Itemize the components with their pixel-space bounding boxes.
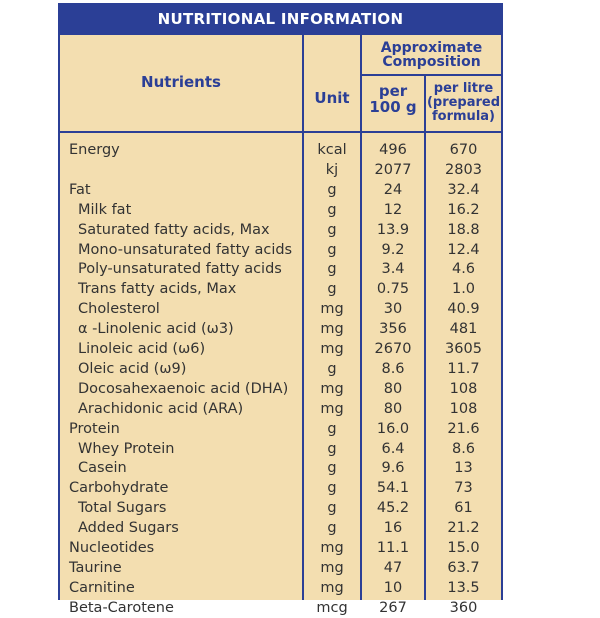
nutrient-name: Mono-unsaturated fatty acids	[78, 241, 293, 258]
nutrient-unit: kj	[325, 161, 339, 178]
table-row	[60, 221, 501, 240]
table-row	[60, 340, 501, 359]
nutrient-unit: g	[327, 460, 337, 477]
table-row	[60, 459, 501, 478]
nutrient-name: Oleic acid (ω9)	[78, 360, 187, 377]
nutrient-unit: g	[327, 261, 337, 278]
header-approximate-line2: Composition	[382, 54, 481, 70]
nutrient-unit: mg	[320, 540, 344, 556]
value-per-100g: 267	[379, 599, 407, 616]
value-per-100g: 0.75	[376, 281, 410, 298]
nutrient-unit: g	[327, 221, 337, 238]
value-per-litre: 1.0	[451, 281, 476, 298]
panel-title: NUTRITIONAL INFORMATION	[60, 3, 501, 35]
nutrient-name: Total Sugars	[78, 500, 167, 517]
table-row	[60, 201, 501, 220]
nutrient-unit: g	[327, 520, 337, 537]
value-per-litre: 61	[454, 500, 473, 517]
header-unit: Unit	[314, 89, 350, 107]
nutrient-name: Cholesterol	[78, 301, 160, 318]
nutrient-unit: g	[327, 420, 337, 437]
table-row	[60, 559, 501, 578]
nutrient-name: Arachidonic acid (ARA)	[78, 400, 244, 417]
nutrient-unit: mg	[320, 321, 344, 338]
table-row	[60, 320, 501, 339]
value-per-litre: 13.5	[447, 579, 480, 596]
table-row	[60, 300, 501, 319]
table-row	[60, 479, 501, 498]
nutrient-name: Carbohydrate	[69, 480, 169, 497]
header-per-100g	[362, 83, 424, 115]
nutrient-name: Saturated fatty acids, Max	[78, 221, 270, 238]
value-per-100g: 9.2	[381, 241, 405, 258]
nutrient-unit: g	[327, 281, 337, 298]
nutrient-unit: kcal	[317, 142, 347, 158]
value-per-litre: 18.8	[447, 221, 480, 238]
header-per-100g-line1: per	[378, 82, 408, 100]
nutrient-unit: mcg	[316, 599, 348, 616]
value-per-100g: 12	[383, 201, 403, 218]
nutrient-name: Nucleotides	[69, 540, 155, 556]
value-per-100g: 16.0	[376, 420, 410, 437]
header-per-100g-line2: 100 g	[369, 98, 417, 116]
value-per-litre: 8.6	[451, 440, 476, 457]
table-row	[60, 181, 501, 200]
value-per-100g: 2670	[374, 341, 412, 357]
value-per-100g: 80	[383, 400, 403, 417]
value-per-litre: 4.6	[451, 261, 476, 278]
value-per-100g: 9.6	[381, 460, 405, 477]
value-per-litre: 2803	[445, 161, 482, 178]
nutrient-name: Carnitine	[69, 579, 135, 596]
nutrient-name: Protein	[69, 420, 120, 437]
nutrient-name: Energy	[69, 142, 120, 158]
nutrient-name: Fat	[69, 181, 91, 198]
nutrient-name: α -Linolenic acid (ω3)	[78, 321, 234, 338]
value-per-100g: 356	[379, 321, 407, 338]
nutrient-unit: g	[327, 440, 337, 457]
nutrient-unit: g	[327, 181, 337, 198]
table-row	[60, 141, 501, 160]
value-per-100g: 13.9	[376, 221, 410, 238]
nutrient-name: Milk fat	[78, 201, 132, 218]
value-per-litre: 16.2	[447, 201, 480, 218]
table-row	[60, 420, 501, 439]
table-row	[60, 400, 501, 419]
value-per-100g: 47	[383, 559, 403, 576]
nutrient-unit: mg	[320, 341, 344, 357]
value-per-litre: 32.4	[447, 181, 480, 198]
value-per-litre: 11.7	[447, 360, 480, 377]
value-per-100g: 496	[379, 142, 407, 158]
nutrient-name: Whey Protein	[78, 440, 175, 457]
table-row	[60, 360, 501, 379]
value-per-litre: 3605	[445, 341, 482, 357]
nutrient-name: Poly-unsaturated fatty acids	[78, 261, 282, 278]
value-per-litre: 108	[449, 400, 478, 417]
table-row	[60, 579, 501, 598]
value-per-100g: 11.1	[376, 540, 410, 556]
value-per-litre: 12.4	[447, 241, 480, 258]
value-per-100g: 2077	[374, 161, 412, 178]
nutrient-name: Beta-Carotene	[69, 599, 174, 616]
table-row	[60, 241, 501, 260]
value-per-100g: 30	[383, 301, 403, 318]
table-row	[60, 161, 501, 180]
value-per-100g: 54.1	[376, 480, 410, 497]
value-per-litre: 21.6	[447, 420, 480, 437]
nutrient-unit: mg	[320, 301, 344, 318]
value-per-litre: 670	[449, 142, 478, 158]
table-row	[60, 539, 501, 558]
divider-header-body	[60, 131, 501, 133]
value-per-litre: 13	[454, 460, 473, 477]
divider-composition-header	[360, 74, 501, 76]
value-per-100g: 45.2	[376, 500, 410, 517]
table-row	[60, 440, 501, 459]
nutrient-unit: g	[327, 480, 337, 497]
value-per-100g: 80	[383, 380, 403, 397]
nutrient-name: Trans fatty acids, Max	[78, 281, 237, 298]
value-per-litre: 108	[449, 380, 478, 397]
nutrient-unit: g	[327, 241, 337, 258]
table-row	[60, 280, 501, 299]
nutrient-name: Added Sugars	[78, 520, 179, 537]
table-row	[60, 519, 501, 538]
nutrient-unit: mg	[320, 579, 344, 596]
header-approximate-line1: Approximate	[380, 40, 483, 56]
nutrient-unit: mg	[320, 559, 344, 576]
value-per-100g: 8.6	[381, 360, 405, 377]
nutrient-unit: g	[327, 360, 337, 377]
header-per-litre-line1: per litre	[433, 81, 494, 96]
value-per-litre: 21.2	[447, 520, 480, 537]
header-per-litre-line3: formula)	[432, 109, 495, 124]
value-per-100g: 3.4	[381, 261, 405, 278]
value-per-litre: 360	[449, 599, 478, 616]
table-row	[60, 260, 501, 279]
value-per-litre: 40.9	[447, 301, 480, 318]
nutrition-panel	[58, 3, 503, 616]
value-per-litre: 73	[454, 480, 473, 497]
table-row	[60, 380, 501, 399]
value-per-100g: 10	[383, 579, 403, 596]
header-per-litre-line2: (prepared	[426, 95, 501, 110]
nutrient-unit: mg	[320, 380, 344, 397]
table-row	[60, 499, 501, 518]
value-per-litre: 15.0	[447, 540, 480, 556]
nutrient-unit: g	[327, 201, 337, 218]
nutrient-name: Docosahexaenoic acid (DHA)	[78, 380, 289, 397]
header-nutrients: Nutrients	[141, 73, 221, 91]
value-per-100g: 16	[383, 520, 403, 537]
value-per-litre: 63.7	[447, 559, 480, 576]
table-row	[60, 599, 501, 618]
value-per-litre: 481	[449, 321, 478, 338]
header-approximate-composition	[362, 41, 501, 69]
value-per-100g: 24	[383, 181, 403, 198]
nutrient-name: Taurine	[69, 559, 122, 576]
nutrient-name: Linoleic acid (ω6)	[78, 341, 206, 357]
nutrient-unit: mg	[320, 400, 344, 417]
nutrient-name: Casein	[78, 460, 127, 477]
value-per-100g: 6.4	[381, 440, 405, 457]
header-per-litre	[426, 82, 501, 124]
nutrient-unit: g	[327, 500, 337, 517]
